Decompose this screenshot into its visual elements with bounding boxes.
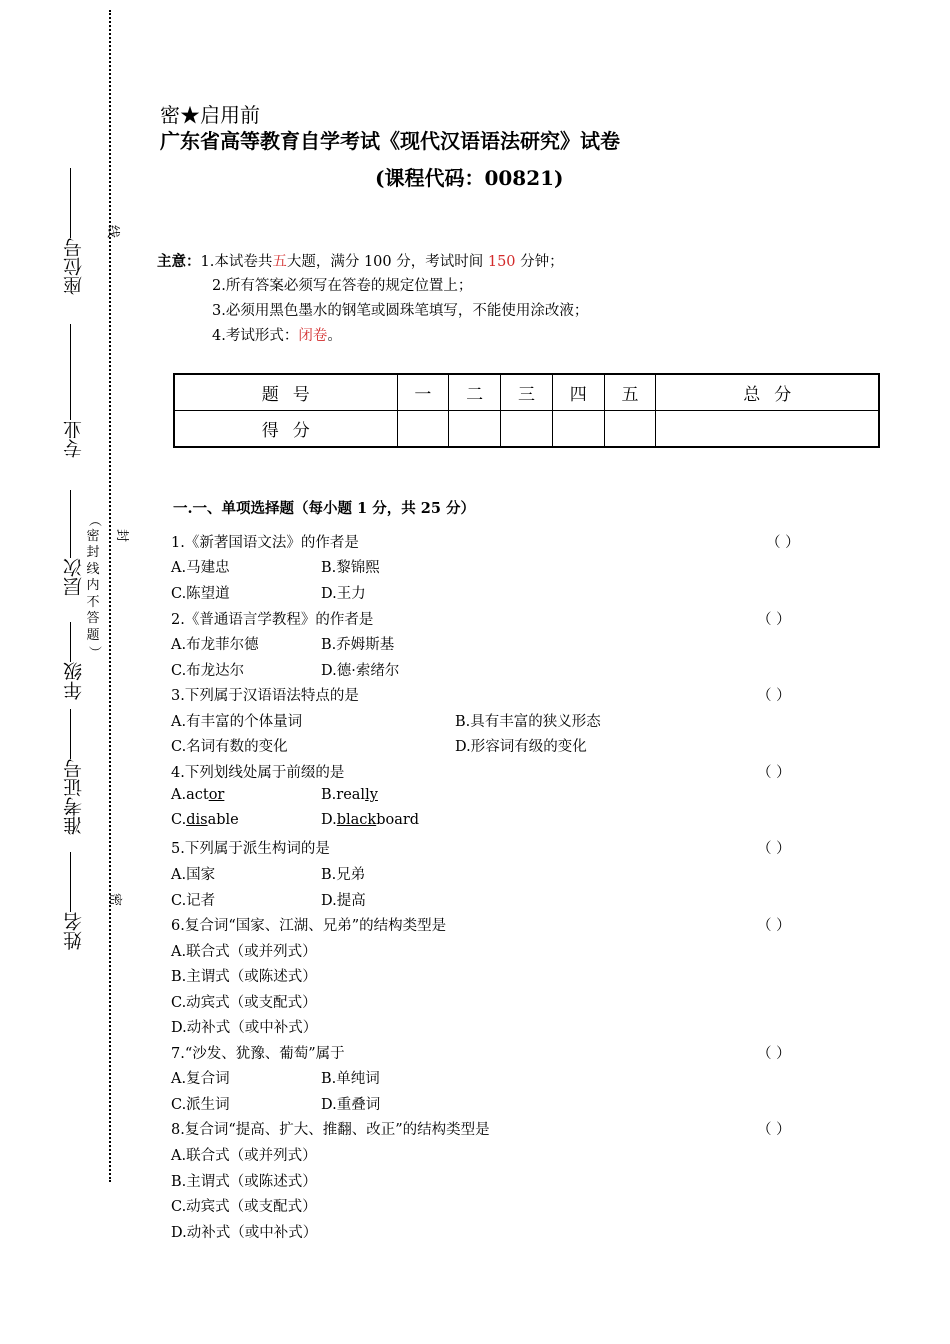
score-table	[173, 373, 880, 448]
score-table-score-row	[174, 411, 879, 448]
answer-paren: （ ）	[757, 688, 791, 704]
answer-paren: （ ）	[757, 841, 791, 857]
answer-paren: （ ）	[757, 1046, 791, 1062]
seal-notice-vertical: （ 密 封 线 内 不 答 题 ）	[86, 513, 102, 659]
option: A.马建忠	[171, 560, 230, 576]
option: D.动补式（或中补式）	[171, 1020, 318, 1036]
option: A.联合式（或并列式）	[171, 944, 317, 960]
score-table-header-cell: 一	[397, 374, 449, 411]
level-label: 层次	[63, 558, 85, 596]
question-stem: 3.下列属于汉语语法特点的是	[171, 688, 359, 704]
option: C.记者	[171, 893, 216, 909]
option: A.布龙菲尔德	[171, 637, 259, 653]
question-stem: 4.下列划线处属于前缀的是	[171, 765, 345, 781]
level-field	[60, 478, 87, 596]
secret-mark: 密	[107, 892, 123, 907]
option: B.really	[321, 787, 378, 803]
score-cell[interactable]	[449, 411, 501, 448]
option: C.动宾式（或支配式）	[171, 1199, 317, 1215]
option: D.德·索绪尔	[321, 663, 400, 679]
seat-number-label: 座位号	[63, 238, 85, 295]
score-cell[interactable]	[656, 411, 879, 448]
option: D.形容词有级的变化	[455, 739, 587, 755]
exam-id-field	[60, 705, 87, 835]
option: C.动宾式（或支配式）	[171, 995, 317, 1011]
notice-label: 主意：	[157, 253, 201, 270]
question-stem: 6.复合词“国家、江湖、兄弟”的结构类型是	[171, 918, 447, 934]
question-stem: 7.“沙发、犹豫、葡萄”属于	[171, 1046, 345, 1062]
option: A.actor	[171, 787, 225, 803]
option: C.布龙达尔	[171, 663, 245, 679]
option: B.黎锦熙	[321, 560, 380, 576]
option: C.名词有数的变化	[171, 739, 288, 755]
score-row-label: 得分	[174, 411, 397, 448]
score-table-header-cell: 总分	[656, 374, 879, 411]
option: B.主谓式（或陈述式）	[171, 1174, 317, 1190]
option: B.主谓式（或陈述式）	[171, 969, 317, 985]
question-stem: 5.下列属于派生构词的是	[171, 841, 330, 857]
score-table-header-cell: 三	[501, 374, 553, 411]
option: A.国家	[171, 867, 216, 883]
option: D.王力	[321, 586, 366, 602]
line-mark: 线	[105, 224, 121, 239]
grade-field	[60, 606, 87, 700]
notice-line-2: 2.所有答案必须写在答卷的规定位置上；	[212, 278, 473, 294]
score-table-header-cell: 二	[449, 374, 501, 411]
score-cell[interactable]	[397, 411, 449, 448]
option: C.disable	[171, 812, 239, 828]
option: D.blackboard	[321, 812, 420, 828]
page-title: 广东省高等教育自学考试《现代汉语语法研究》试卷	[160, 129, 620, 153]
question-stem: 2.《普通语言学教程》的作者是	[171, 612, 374, 628]
name-label: 姓名	[63, 912, 85, 950]
question-stem: 1.《新著国语文法》的作者是	[171, 535, 359, 551]
grade-blank	[71, 622, 72, 662]
answer-paren: （ ）	[766, 535, 800, 551]
score-table-header-cell: 题号	[174, 374, 397, 411]
notice-line-3: 3.必须用黑色墨水的钢笔或圆珠笔填写，不能使用涂改液；	[212, 303, 589, 319]
answer-paren: （ ）	[757, 612, 791, 628]
grade-label: 年级	[63, 662, 85, 700]
question-stem: 8.复合词“提高、扩大、推翻、改正”的结构类型是	[171, 1122, 490, 1138]
option: D.提高	[321, 893, 366, 909]
option: C.派生词	[171, 1097, 230, 1113]
option: B.兄弟	[321, 867, 366, 883]
exam-id-blank	[71, 709, 72, 759]
option: B.具有丰富的狭义形态	[455, 714, 601, 730]
section-title: 一.一、单项选择题（每小题 1 分，共 25 分）	[173, 500, 476, 517]
exam-id-label: 准考证号	[63, 759, 85, 835]
major-field	[60, 318, 87, 458]
seal-mark: 封	[114, 528, 130, 543]
option: A.复合词	[171, 1071, 230, 1087]
answer-paren: （ ）	[757, 918, 791, 934]
name-field	[60, 840, 87, 950]
score-table-header-cell: 五	[604, 374, 656, 411]
score-cell[interactable]	[501, 411, 553, 448]
classification-label: 密★启用前	[160, 103, 260, 127]
name-blank	[71, 852, 72, 912]
binding-dotted-line	[109, 10, 111, 1182]
seat-number-blank	[71, 168, 72, 238]
notice-line-1: 主意：1.本试卷共五大题，满分 100 分，考试时间 150 分钟；	[157, 253, 564, 270]
major-blank	[71, 324, 72, 420]
seat-number-field	[60, 165, 87, 295]
score-table-header-row	[174, 374, 879, 411]
answer-paren: （ ）	[757, 1122, 791, 1138]
option: A.有丰富的个体量词	[171, 714, 303, 730]
option: C.陈望道	[171, 586, 230, 602]
notice-line-4: 4.考试形式：闭卷。	[212, 328, 342, 344]
option: B.单纯词	[321, 1071, 380, 1087]
level-blank	[71, 490, 72, 558]
option: D.动补式（或中补式）	[171, 1225, 318, 1241]
major-label: 专业	[63, 420, 85, 458]
score-table-header-cell: 四	[552, 374, 604, 411]
answer-paren: （ ）	[757, 765, 791, 781]
option: D.重叠词	[321, 1097, 381, 1113]
score-cell[interactable]	[604, 411, 656, 448]
option: B.乔姆斯基	[321, 637, 395, 653]
course-code: (课程代码：00821)	[375, 166, 564, 190]
option: A.联合式（或并列式）	[171, 1148, 317, 1164]
score-cell[interactable]	[552, 411, 604, 448]
